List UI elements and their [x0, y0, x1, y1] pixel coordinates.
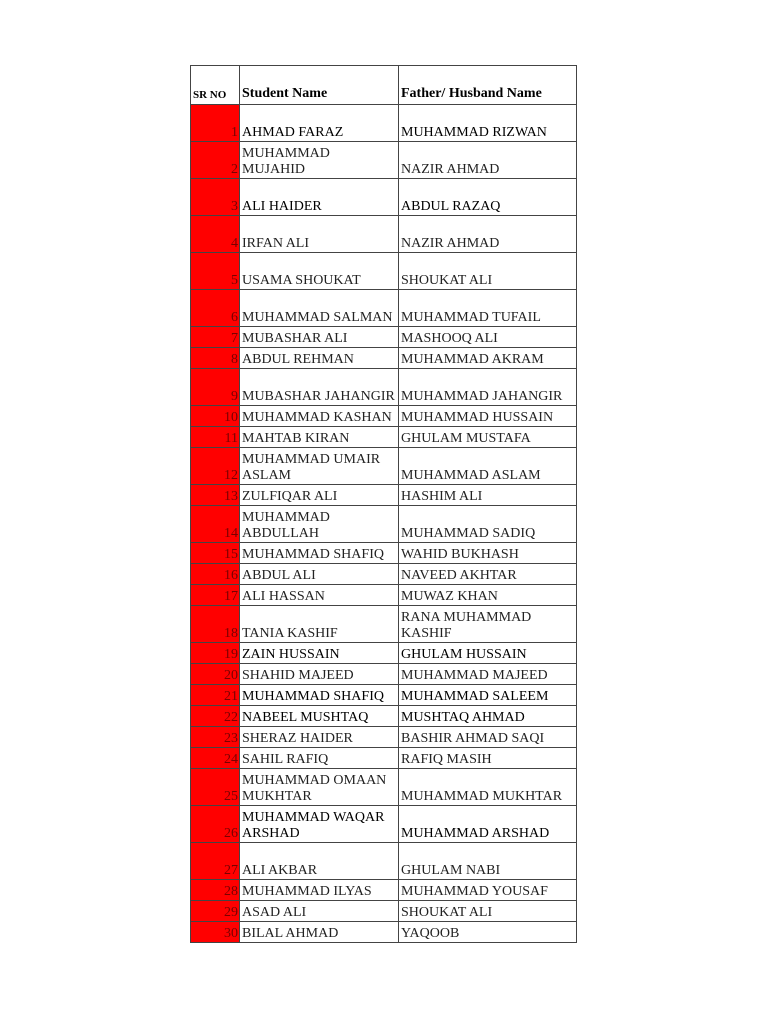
student-name-cell: ALI HASSAN [240, 585, 399, 606]
father-name-cell: BASHIR AHMAD SAQI [399, 727, 577, 748]
father-name-cell: MASHOOQ ALI [399, 327, 577, 348]
sr-no-cell: 18 [191, 606, 240, 643]
table-row [191, 105, 577, 142]
table-row [191, 142, 577, 179]
student-name-cell: SHAHID MAJEED [240, 664, 399, 685]
table-row [191, 348, 577, 369]
sr-no-cell: 29 [191, 901, 240, 922]
table-row [191, 585, 577, 606]
table-row [191, 664, 577, 685]
student-name-cell: NABEEL MUSHTAQ [240, 706, 399, 727]
father-name-cell: ABDUL RAZAQ [399, 179, 577, 216]
father-name-cell: HASHIM ALI [399, 485, 577, 506]
sr-no-cell: 10 [191, 406, 240, 427]
father-name-cell: MUHAMMAD AKRAM [399, 348, 577, 369]
father-name-cell: MUHAMMAD ARSHAD [399, 806, 577, 843]
father-name-cell: NAVEED AKHTAR [399, 564, 577, 585]
sr-no-cell: 6 [191, 290, 240, 327]
student-name-cell: ZULFIQAR ALI [240, 485, 399, 506]
father-name-cell: MUHAMMAD SALEEM [399, 685, 577, 706]
student-name-cell: MUHAMMAD WAQAR ARSHAD [240, 806, 399, 843]
sr-no-cell: 16 [191, 564, 240, 585]
table-row [191, 922, 577, 943]
student-name-cell: MUHAMMAD ILYAS [240, 880, 399, 901]
student-name-cell: MUHAMMAD UMAIR ASLAM [240, 448, 399, 485]
header-student-name: Student Name [240, 66, 399, 105]
student-name-cell: MUBASHAR JAHANGIR [240, 369, 399, 406]
student-name-cell: MUHAMMAD ABDULLAH [240, 506, 399, 543]
table-row [191, 506, 577, 543]
table-row [191, 564, 577, 585]
father-name-cell: MUHAMMAD SADIQ [399, 506, 577, 543]
sr-no-cell: 27 [191, 843, 240, 880]
student-name-cell: SHERAZ HAIDER [240, 727, 399, 748]
table-row [191, 643, 577, 664]
header-row [191, 66, 577, 105]
student-name-cell: AHMAD FARAZ [240, 105, 399, 142]
student-name-cell: BILAL AHMAD [240, 922, 399, 943]
father-name-cell: MUHAMMAD HUSSAIN [399, 406, 577, 427]
sr-no-cell: 23 [191, 727, 240, 748]
father-name-cell: WAHID BUKHASH [399, 543, 577, 564]
header-sr-no: SR NO [191, 66, 240, 105]
sr-no-cell: 17 [191, 585, 240, 606]
sr-no-cell: 22 [191, 706, 240, 727]
table-body [191, 105, 577, 943]
father-name-cell: MUSHTAQ AHMAD [399, 706, 577, 727]
table-row [191, 706, 577, 727]
father-name-cell: NAZIR AHMAD [399, 142, 577, 179]
sr-no-cell: 20 [191, 664, 240, 685]
father-name-cell: MUHAMMAD TUFAIL [399, 290, 577, 327]
sr-no-cell: 15 [191, 543, 240, 564]
father-name-cell: MUHAMMAD YOUSAF [399, 880, 577, 901]
table-row [191, 543, 577, 564]
student-name-cell: ALI AKBAR [240, 843, 399, 880]
student-name-cell: ASAD ALI [240, 901, 399, 922]
father-name-cell: SHOUKAT ALI [399, 253, 577, 290]
table-row [191, 290, 577, 327]
sr-no-cell: 12 [191, 448, 240, 485]
sr-no-cell: 1 [191, 105, 240, 142]
table-row [191, 406, 577, 427]
student-name-cell: TANIA KASHIF [240, 606, 399, 643]
table-row [191, 880, 577, 901]
table-row [191, 216, 577, 253]
father-name-cell: MUHAMMAD ASLAM [399, 448, 577, 485]
table-row [191, 179, 577, 216]
student-name-cell: USAMA SHOUKAT [240, 253, 399, 290]
table-row [191, 327, 577, 348]
father-name-cell: RAFIQ MASIH [399, 748, 577, 769]
table-row [191, 806, 577, 843]
sr-no-cell: 30 [191, 922, 240, 943]
father-name-cell: MUHAMMAD MAJEED [399, 664, 577, 685]
sr-no-cell: 19 [191, 643, 240, 664]
sr-no-cell: 28 [191, 880, 240, 901]
student-name-cell: SAHIL RAFIQ [240, 748, 399, 769]
father-name-cell: NAZIR AHMAD [399, 216, 577, 253]
student-name-cell: MUHAMMAD MUJAHID [240, 142, 399, 179]
sr-no-cell: 24 [191, 748, 240, 769]
sr-no-cell: 21 [191, 685, 240, 706]
table-row [191, 369, 577, 406]
father-name-cell: MUWAZ KHAN [399, 585, 577, 606]
table-row [191, 843, 577, 880]
father-name-cell: GHULAM NABI [399, 843, 577, 880]
sr-no-cell: 13 [191, 485, 240, 506]
table-row [191, 748, 577, 769]
student-name-cell: MUHAMMAD OMAAN MUKHTAR [240, 769, 399, 806]
father-name-cell: SHOUKAT ALI [399, 901, 577, 922]
father-name-cell: GHULAM MUSTAFA [399, 427, 577, 448]
table-row [191, 448, 577, 485]
table-row [191, 606, 577, 643]
sr-no-cell: 2 [191, 142, 240, 179]
sr-no-cell: 9 [191, 369, 240, 406]
father-name-cell: RANA MUHAMMAD KASHIF [399, 606, 577, 643]
father-name-cell: MUHAMMAD RIZWAN [399, 105, 577, 142]
sr-no-cell: 3 [191, 179, 240, 216]
table-row [191, 685, 577, 706]
table-row [191, 427, 577, 448]
sr-no-cell: 14 [191, 506, 240, 543]
sr-no-cell: 7 [191, 327, 240, 348]
table-row [191, 727, 577, 748]
student-name-cell: MUBASHAR ALI [240, 327, 399, 348]
sr-no-cell: 25 [191, 769, 240, 806]
student-name-cell: ABDUL ALI [240, 564, 399, 585]
header-father-name: Father/ Husband Name [399, 66, 577, 105]
table-row [191, 253, 577, 290]
father-name-cell: MUHAMMAD JAHANGIR [399, 369, 577, 406]
sr-no-cell: 4 [191, 216, 240, 253]
sr-no-cell: 5 [191, 253, 240, 290]
table-row [191, 901, 577, 922]
student-name-cell: MUHAMMAD KASHAN [240, 406, 399, 427]
sr-no-cell: 26 [191, 806, 240, 843]
student-name-cell: MAHTAB KIRAN [240, 427, 399, 448]
student-name-cell: IRFAN ALI [240, 216, 399, 253]
student-name-cell: ABDUL REHMAN [240, 348, 399, 369]
table-row [191, 769, 577, 806]
student-name-cell: MUHAMMAD SALMAN [240, 290, 399, 327]
table-row [191, 485, 577, 506]
father-name-cell: MUHAMMAD MUKHTAR [399, 769, 577, 806]
student-name-cell: ZAIN HUSSAIN [240, 643, 399, 664]
student-name-cell: MUHAMMAD SHAFIQ [240, 543, 399, 564]
father-name-cell: GHULAM HUSSAIN [399, 643, 577, 664]
student-name-cell: MUHAMMAD SHAFIQ [240, 685, 399, 706]
sr-no-cell: 8 [191, 348, 240, 369]
father-name-cell: YAQOOB [399, 922, 577, 943]
student-table [190, 65, 577, 943]
student-name-cell: ALI HAIDER [240, 179, 399, 216]
sr-no-cell: 11 [191, 427, 240, 448]
student-list-sheet [190, 65, 577, 943]
